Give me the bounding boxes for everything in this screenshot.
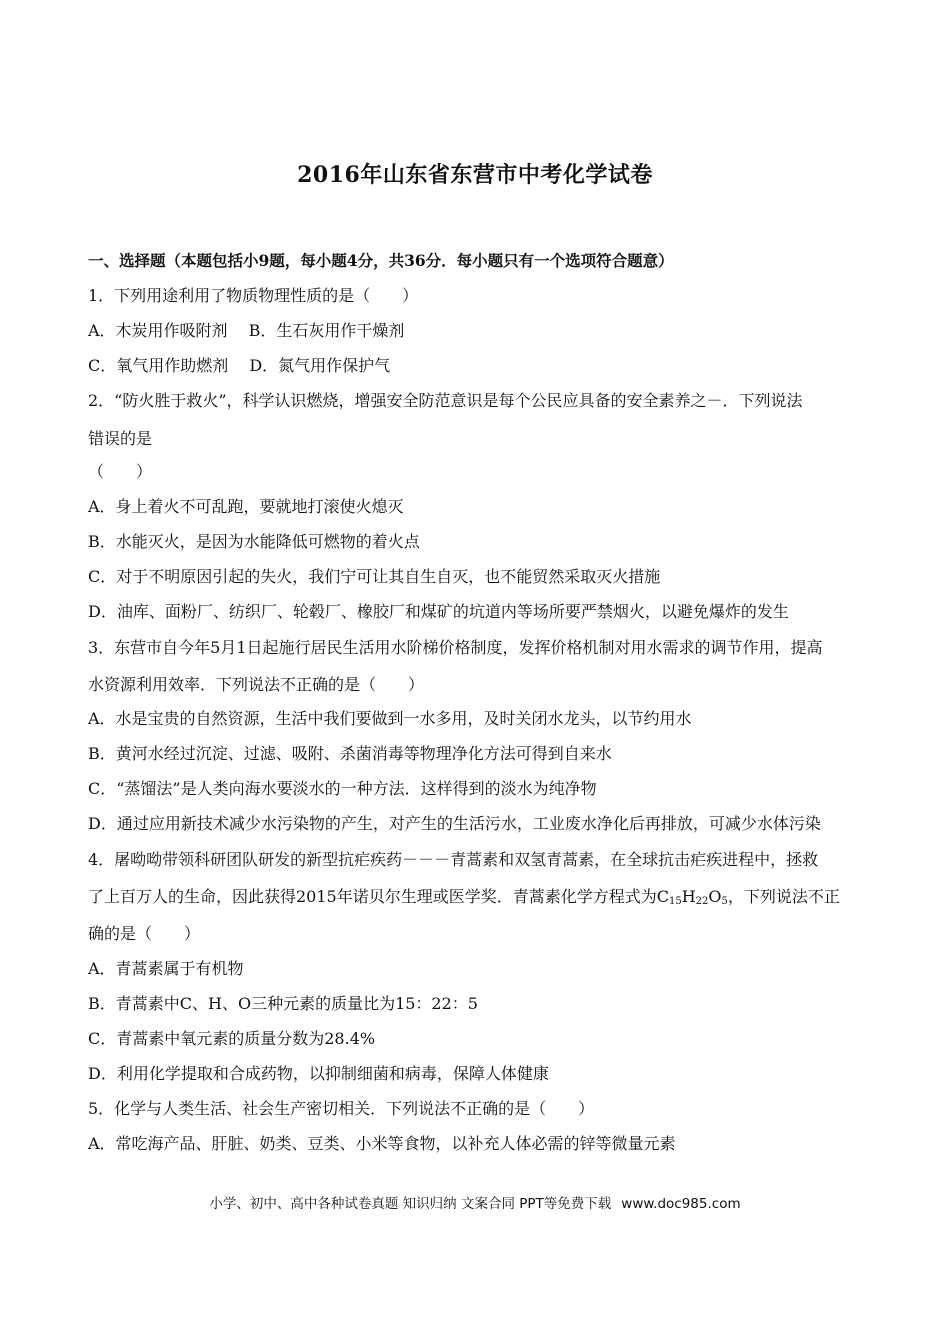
question-5-stem: 5．化学与人类生活、社会生产密切相关．下列说法不正确的是（ ） [88, 1099, 595, 1118]
formula-subscript-o: 5 [721, 896, 728, 907]
question-3-stem-line1: 3．东营市自今年5月1日起施行居民生活用水阶梯价格制度，发挥价格机制对用水需求的调节作用，提高 [88, 638, 823, 657]
question-2-option-d: D．油库、面粉厂、纺织厂、轮毂厂、橡胶厂和煤矿的坑道内等场所要严禁烟火，以避免爆炸的发生 [88, 602, 789, 621]
page-footer [0, 1192, 950, 1212]
question-4-stem-tail: ，下列说法不正 [727, 887, 840, 906]
footer-link[interactable]: www.doc985.com [621, 1196, 741, 1212]
question-2-stem-line2: 错误的是 [88, 429, 153, 448]
question-4-option-d: D．利用化学提取和合成药物，以抑制细菌和病毒，保障人体健康 [88, 1064, 549, 1083]
question-3-option-b: B．黄河水经过沉淀、过滤、吸附、杀菌消毒等物理净化方法可得到自来水 [88, 744, 612, 763]
section-heading: 一、选择题（本题包括小9题，每小题4分，共36分．每小题只有一个选项符合题意） [88, 251, 674, 270]
question-4-stem-line1: 4．屠呦呦带领科研团队研发的新型抗疟疾药－－－青蒿素和双氢青蒿素，在全球抗击疟疾进程中，拯救 [88, 850, 819, 869]
formula-subscript-h: 22 [695, 896, 709, 907]
question-4-stem-line3: 确的是（ ） [88, 924, 201, 943]
page-title: 2016年山东省东营市中考化学试卷 [297, 162, 653, 188]
formula-o: O [708, 887, 722, 906]
question-4-option-a: A．青蒿素属于有机物 [88, 959, 244, 978]
question-1-stem: 1．下列用途利用了物质物理性质的是（ ） [88, 286, 419, 305]
question-2-option-b: B．水能灭火，是因为水能降低可燃物的着火点 [88, 532, 420, 551]
question-3-option-d: D．通过应用新技术减少水污染物的产生，对产生的生活污水，工业废水净化后再排放，可减少水体污染 [88, 814, 821, 833]
question-1-options-cd: C．氧气用作助燃剂 D．氮气用作保护气 [88, 356, 391, 375]
question-3-option-c: C．“蒸馏法”是人类向海水要淡水的一种方法．这样得到的淡水为纯净物 [88, 779, 597, 798]
question-5-option-a: A．常吃海产品、肝脏、奶类、豆类、小米等食物，以补充人体必需的锌等微量元素 [88, 1134, 676, 1153]
question-2-stem-line1: 2．“防火胜于救火”，科学认识燃烧，增强安全防范意识是每个公民应具备的安全素养之－．下列说法 [88, 391, 803, 410]
question-1-options-ab: A．木炭用作吸附剂 B．生石灰用作干燥剂 [88, 321, 405, 340]
question-4-option-b: B．青蒿素中C、H、O三种元素的质量比为15：22：5 [88, 994, 478, 1013]
formula-subscript-c: 15 [668, 896, 682, 907]
formula-h: H [681, 887, 696, 906]
question-3-option-a: A．水是宝贵的自然资源，生活中我们要做到一水多用，及时关闭水龙头，以节约用水 [88, 709, 692, 728]
question-4-option-c: C．青蒿素中氧元素的质量分数为28.4% [88, 1029, 376, 1048]
question-2-option-c: C．对于不明原因引起的失火，我们宁可让其自生自灭，也不能贸然采取灭火措施 [88, 567, 661, 586]
question-2-option-a: A．身上着火不可乱跑，要就地打滚使火熄灭 [88, 497, 404, 516]
question-2-stem-line3: （ ） [88, 462, 153, 481]
question-3-stem-line2: 水资源利用效率．下列说法不正确的是（ ） [88, 675, 425, 694]
footer-text: 小学、初中、高中各种试卷真题 知识归纳 文案合同 PPT等免费下载 [209, 1196, 612, 1212]
question-4-stem-text: 了上百万人的生命，因此获得2015年诺贝尔生理或医学奖．青蒿素化学方程式为C [88, 887, 669, 906]
question-4-stem-line2 [88, 887, 840, 912]
